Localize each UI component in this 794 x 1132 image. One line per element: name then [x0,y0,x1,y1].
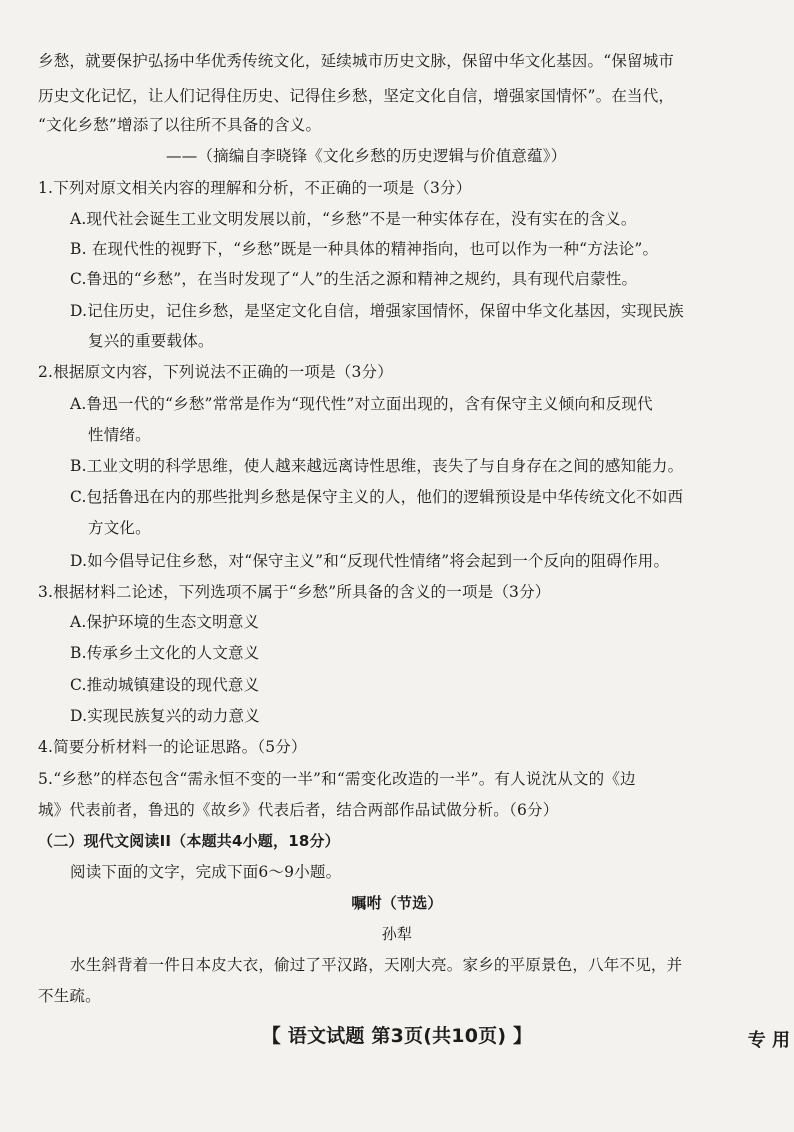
question-1-option-d-line-1: D.记住历史，记住乡愁，是坚定文化自信，增强家国情怀，保留中华文化基因，实现民族 [70,302,684,320]
question-2-option-d: D.如今倡导记住乡愁，对“保守主义”和“反现代性情绪”将会起到一个反向的阻碍作用。 [70,552,670,570]
passage-line-2: 历史文化记忆，让人们记得住历史、记得住乡愁，坚定文化自信，增强家国情怀”。在当代， [38,87,675,105]
question-2-stem: 2.根据原文内容，下列说法不正确的一项是（3分） [38,363,393,381]
story-title: 嘱咐（节选） [351,894,443,912]
question-4: 4.简要分析材料一的论证思路。（5分） [38,738,307,756]
question-2-option-a-line-1: A.鲁迅一代的“乡愁”常常是作为“现代性”对立面出现的，含有保守主义倾向和反现代 [70,395,653,413]
question-2-option-c-line-2: 方文化。 [88,519,151,537]
question-3-stem: 3.根据材料二论述，下列选项不属于“乡愁”所具备的含义的一项是（3分） [38,583,551,601]
section-heading: （二）现代文阅读II（本题共4小题，18分） [38,832,340,850]
source-citation: ——（摘编自李晓锋《文化乡愁的历史逻辑与价值意蕴》） [166,147,567,165]
question-5-line-2: 城》代表前者，鲁迅的《故乡》代表后者，结合两部作品试做分析。（6分） [38,801,559,819]
story-author: 孙犁 [381,925,413,943]
question-1-stem: 1.下列对原文相关内容的理解和分析，不正确的一项是（3分） [38,179,472,197]
story-line-2: 不生疏。 [38,987,101,1005]
story-line-1: 水生斜背着一件日本皮大衣，偷过了平汉路，天刚大亮。家乡的平原景色，八年不见，并 [70,956,683,974]
question-3-option-a: A.保护环境的生态文明意义 [70,613,260,631]
question-1-option-c: C.鲁迅的“乡愁”，在当时发现了“人”的生活之源和精神之规约，具有现代启蒙性。 [70,270,638,288]
question-1-option-b: B. 在现代性的视野下，“乡愁”既是一种具体的精神指向，也可以作为一种“方法论”。 [70,240,659,258]
question-5-line-1: 5.“乡愁”的样态包含“需永恒不变的一半”和“需变化改造的一半”。有人说沈从文的《边 [38,770,636,788]
page-footer: 【 语文试题 第3页(共10页) 】 [261,1025,533,1047]
reading-instruction: 阅读下面的文字，完成下面6～9小题。 [70,863,342,881]
question-3-option-c: C.推动城镇建设的现代意义 [70,676,260,694]
question-3-option-d: D.实现民族复兴的动力意义 [70,707,260,725]
question-2-option-c-line-1: C.包括鲁迅在内的那些批判乡愁是保守主义的人，他们的逻辑预设是中华传统文化不如西 [70,488,684,506]
passage-line-3: “文化乡愁”增添了以往所不具备的含义。 [38,116,322,134]
passage-line-1: 乡愁，就要保护弘扬中华优秀传统文化，延续城市历史文脉，保留中华文化基因。“保留城市 [38,52,675,70]
question-2-option-a-line-2: 性情绪。 [88,426,151,444]
question-3-option-b: B.传承乡土文化的人文意义 [70,644,260,662]
question-2-option-b: B.工业文明的科学思维，使人越来越远离诗性思维，丧失了与自身存在之间的感知能力。 [70,457,684,475]
question-1-option-d-line-2: 复兴的重要载体。 [88,332,214,350]
edge-stamp-text: 专 用 [747,1030,790,1051]
question-1-option-a: A.现代社会诞生工业文明发展以前，“乡愁”不是一种实体存在，没有实在的含义。 [70,210,637,228]
